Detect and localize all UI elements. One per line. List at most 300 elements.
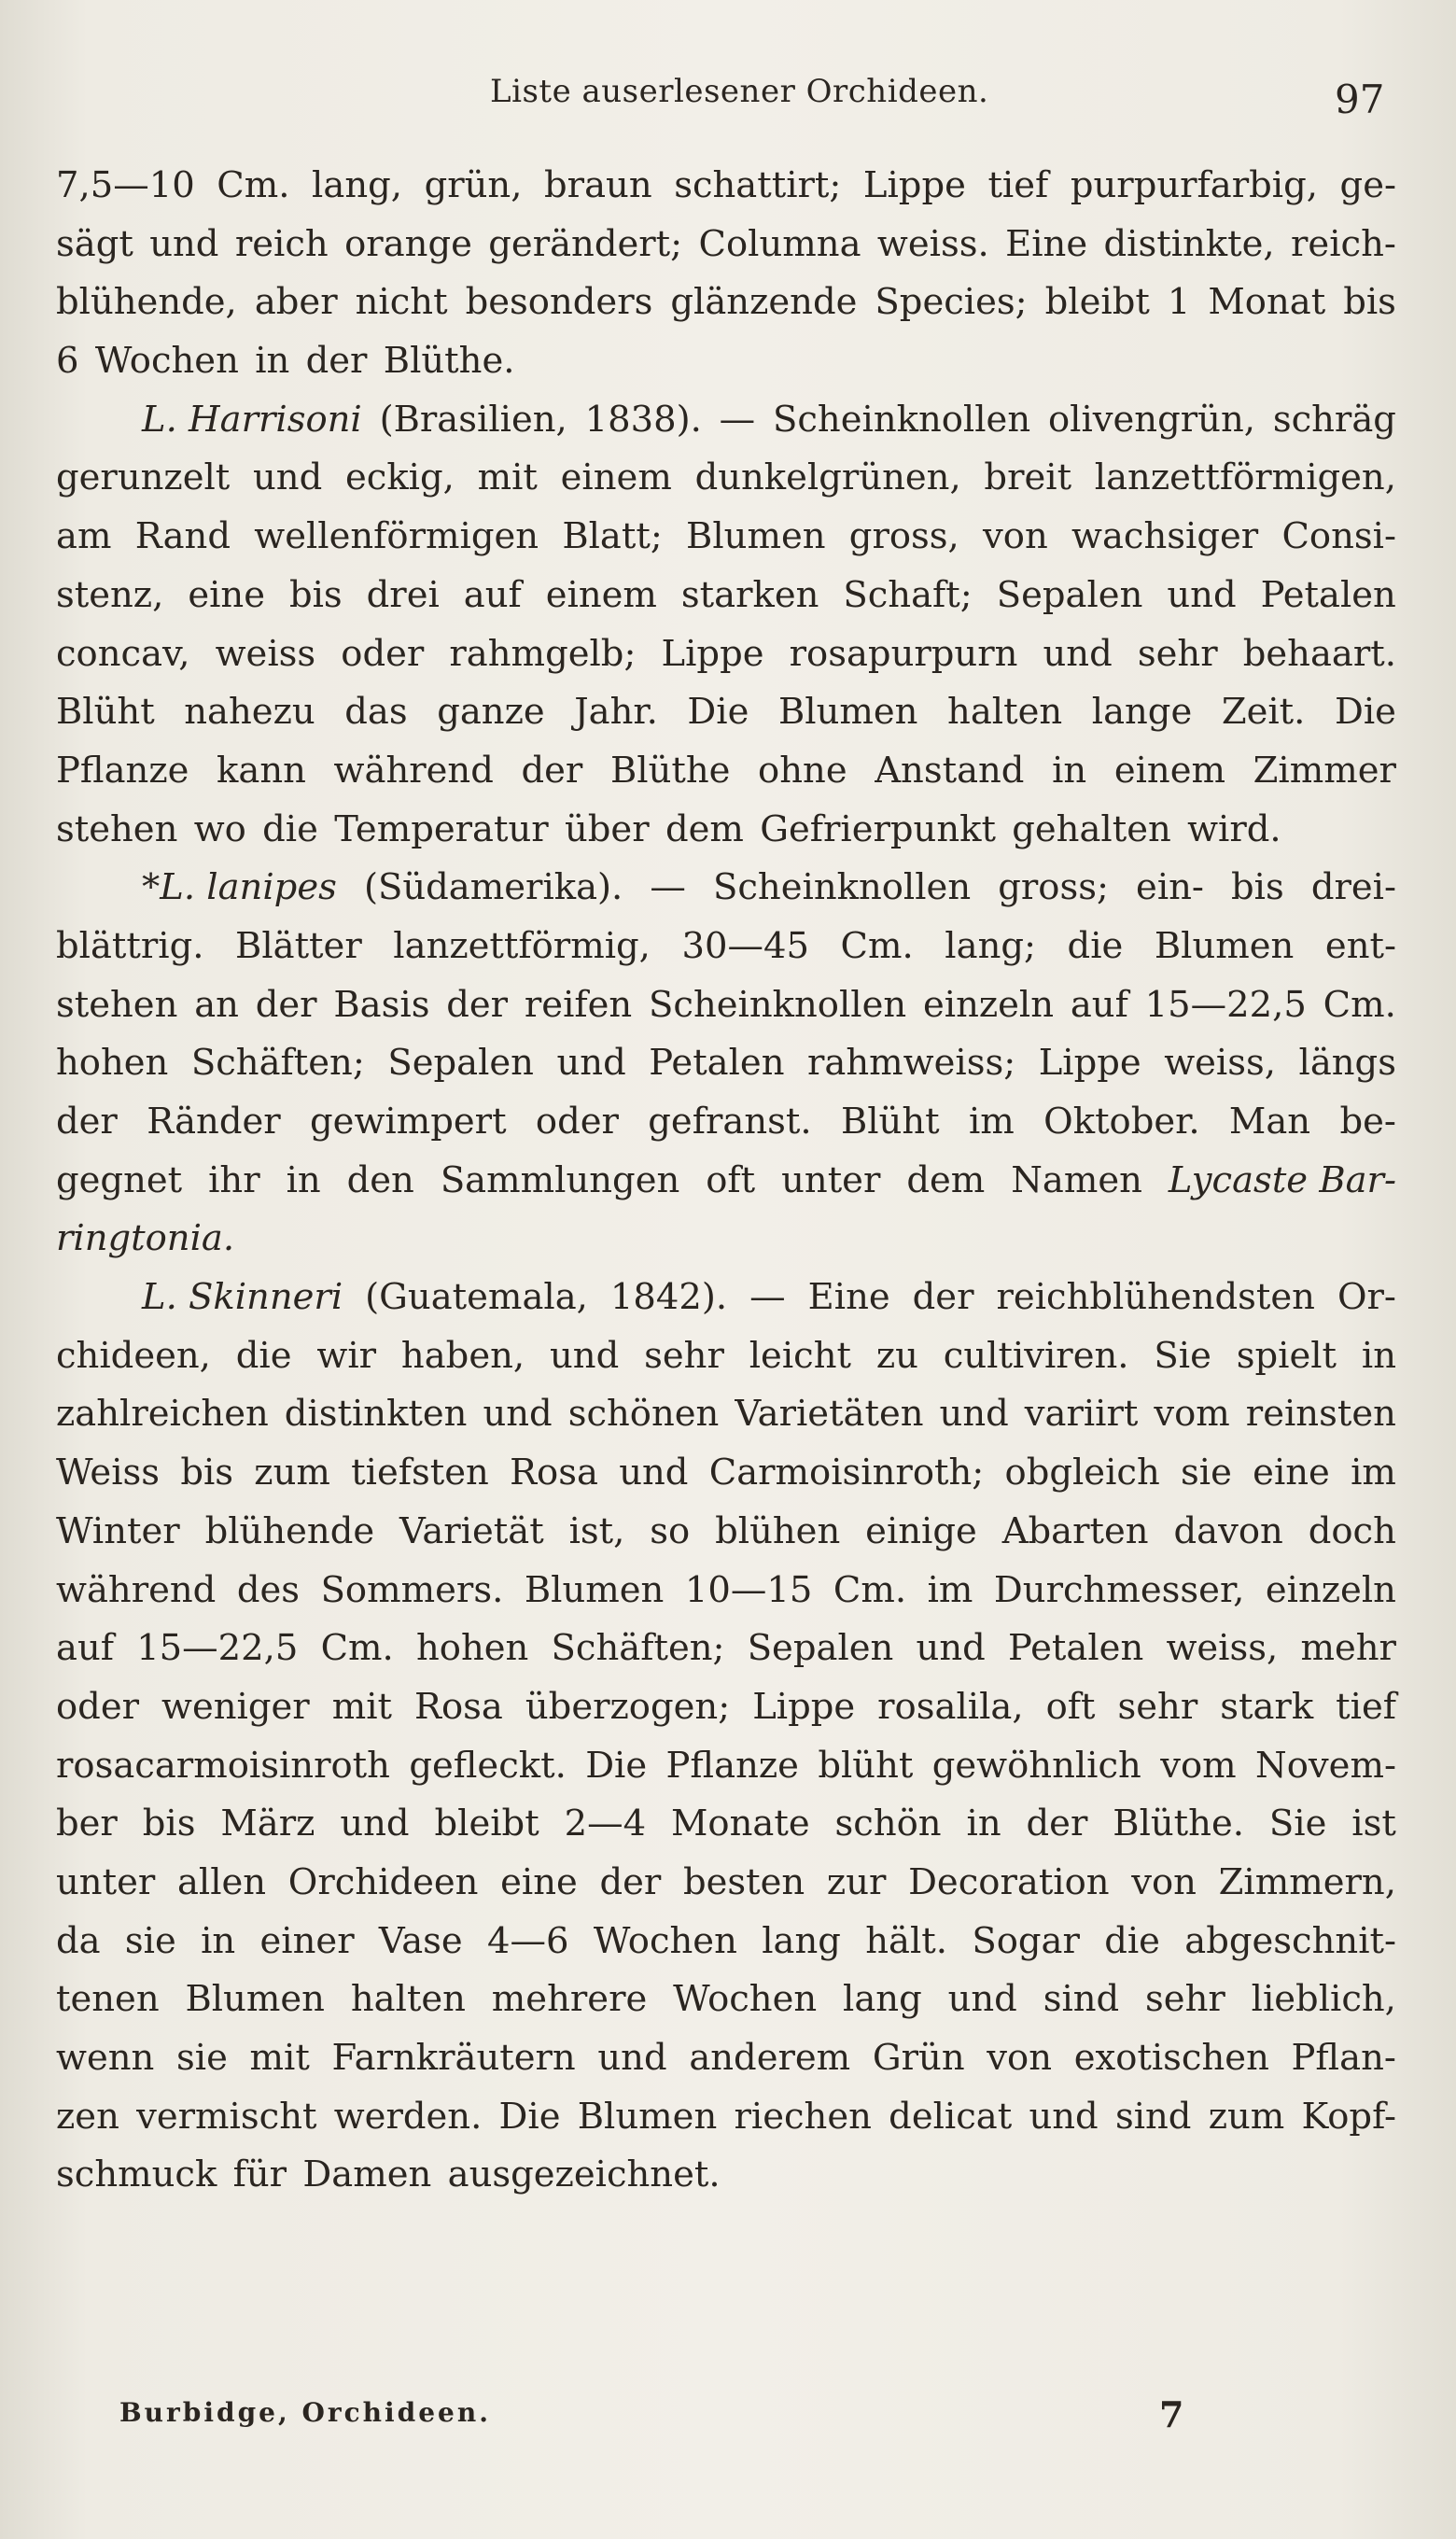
word: lanzettförmig, — [393, 924, 651, 967]
word: bleibt — [1044, 281, 1150, 324]
word: chideen, — [56, 1334, 211, 1377]
text-line — [56, 1854, 1396, 1913]
word: besonders — [465, 281, 653, 324]
word: Wochen — [673, 1978, 818, 2021]
word: der — [1026, 1803, 1088, 1845]
word: sind — [1114, 2095, 1192, 2138]
word: der — [912, 1276, 974, 1319]
word: vom — [1160, 1744, 1237, 1787]
word: weiss, — [1164, 1042, 1276, 1085]
word: Blatt; — [562, 515, 663, 558]
word: im — [1351, 1452, 1396, 1494]
text-line — [56, 1444, 1396, 1503]
word: Lippe — [1038, 1042, 1141, 1085]
word: und — [597, 2037, 667, 2079]
word: Ränder — [147, 1101, 281, 1143]
word: Monat — [1208, 281, 1326, 324]
word: Winter — [56, 1509, 180, 1552]
word: so — [650, 1509, 691, 1552]
word: 7,5—10 — [56, 164, 195, 206]
word: stehen — [56, 807, 178, 850]
word: Carmoisinroth; — [708, 1452, 985, 1494]
word: Blüthe — [609, 749, 731, 792]
word: oder — [341, 632, 425, 675]
word: Blüthe. — [1113, 1803, 1244, 1845]
word: sind — [1043, 1978, 1120, 2021]
word: cultiviren. — [943, 1334, 1129, 1377]
word: riechen — [734, 2095, 872, 2138]
word: an — [194, 983, 239, 1026]
word: wo — [193, 807, 246, 850]
word: Sie — [1154, 1334, 1211, 1377]
word: Gefrierpunkt — [760, 807, 996, 850]
word: 30—45 — [681, 924, 809, 967]
word: drei — [366, 573, 440, 616]
word: Schäften; — [551, 1627, 725, 1670]
word: in — [1361, 1334, 1396, 1377]
word: während — [333, 749, 494, 792]
word: der — [521, 749, 583, 792]
word: eckig, — [345, 456, 455, 499]
word: Die — [1334, 691, 1396, 734]
word: der — [255, 983, 317, 1026]
word: gross; — [998, 866, 1109, 909]
word: mit — [249, 2037, 310, 2079]
text-line — [56, 1327, 1396, 1386]
word: abgeschnit- — [1184, 1919, 1396, 1962]
word: Oktober. — [1043, 1101, 1200, 1143]
word: Blumen — [524, 1568, 665, 1611]
word: Blüthe. — [383, 340, 515, 383]
text-line — [56, 1152, 1396, 1211]
text-line — [56, 1737, 1396, 1796]
word: Decoration — [908, 1860, 1110, 1903]
word: reinsten — [1245, 1393, 1396, 1436]
word: Durchmesser, — [993, 1568, 1245, 1611]
word: Blumen — [185, 1978, 325, 2021]
word: ausgezeichnet. — [447, 2153, 721, 2196]
printer-signature: Burbidge, Orchideen. — [119, 2397, 491, 2428]
word: einem — [560, 456, 672, 499]
word: und — [556, 1042, 626, 1085]
word: Consi- — [1281, 515, 1396, 558]
word: distinkten — [284, 1393, 468, 1436]
word: stark — [1220, 1685, 1314, 1728]
word: gewöhnlich — [931, 1744, 1141, 1787]
text-line — [56, 1562, 1396, 1620]
word: lang; — [945, 924, 1036, 967]
word: (Guatemala, — [365, 1276, 588, 1319]
word: Cm. — [1323, 983, 1396, 1026]
word: mehr — [1300, 1627, 1396, 1670]
word: zahlreichen — [56, 1393, 269, 1436]
word: tenen — [56, 1978, 160, 2021]
text-line — [56, 449, 1396, 508]
word: Columna — [698, 222, 861, 265]
word: spielt — [1236, 1334, 1337, 1377]
word: bis — [1231, 866, 1284, 909]
text-line — [56, 1093, 1396, 1152]
word: einige — [865, 1509, 977, 1552]
word: Monate — [671, 1803, 810, 1845]
text-line — [56, 157, 1396, 216]
word: weiss — [215, 632, 316, 675]
word: Sepalen — [996, 573, 1143, 616]
word: und — [483, 1393, 553, 1436]
word: mehrere — [491, 1978, 648, 2021]
word: *L. lanipes — [142, 866, 337, 909]
word: gross, — [848, 515, 959, 558]
text-line — [56, 1971, 1396, 2029]
word: Eine — [807, 1276, 890, 1319]
word: rahmweiss; — [807, 1042, 1016, 1085]
word: da — [56, 1919, 101, 1962]
word: weniger — [161, 1685, 310, 1728]
word: ringtonia. — [56, 1217, 235, 1260]
word: von — [983, 515, 1048, 558]
word: Blumen — [577, 2095, 718, 2138]
word: und — [619, 1452, 689, 1494]
word: gerunzelt — [56, 456, 231, 499]
word: leicht — [749, 1334, 851, 1377]
word: Or- — [1337, 1276, 1396, 1319]
word: be- — [1339, 1101, 1396, 1143]
word: rosacarmoisinroth — [56, 1744, 390, 1787]
word: Sommers. — [320, 1568, 504, 1611]
word: blühende, — [56, 281, 237, 324]
word: glänzende — [670, 281, 858, 324]
word: der — [446, 983, 509, 1026]
word: 1 — [1167, 281, 1191, 324]
word: Schaft; — [843, 573, 973, 616]
word: einem — [545, 573, 657, 616]
word: L. Skinneri — [142, 1276, 343, 1319]
word: Blumen — [777, 691, 918, 734]
word: olivengrün, — [1047, 398, 1255, 441]
word: bis — [1343, 281, 1396, 324]
word: unter — [781, 1158, 881, 1201]
word: Temperatur — [334, 807, 549, 850]
word: sie — [176, 2037, 228, 2079]
word: halten — [350, 1978, 466, 2021]
word: reifen — [524, 983, 633, 1026]
word: die — [262, 807, 318, 850]
word: wenn — [56, 2037, 155, 2079]
text-line — [56, 2146, 1396, 2205]
word: oft — [1045, 1685, 1096, 1728]
word: zum — [254, 1452, 330, 1494]
word: Blüht — [56, 691, 155, 734]
word: Man — [1228, 1101, 1311, 1143]
word: ohne — [758, 749, 847, 792]
word: aber — [254, 281, 338, 324]
word: Pflanze — [56, 749, 189, 792]
word: bis — [180, 1452, 234, 1494]
word: mit — [477, 456, 538, 499]
text-line — [56, 625, 1396, 684]
word: Novem- — [1255, 1744, 1396, 1787]
word: bis — [288, 573, 343, 616]
word: Anstand — [875, 749, 1025, 792]
word: Pflan- — [1291, 2037, 1396, 2079]
word: Farnkräutern — [331, 2037, 576, 2079]
word: gefranst. — [648, 1101, 812, 1143]
word: oder — [535, 1101, 619, 1143]
word: Blüht — [840, 1101, 940, 1143]
word: unter — [56, 1860, 156, 1903]
word: Namen — [1011, 1158, 1142, 1201]
word: Scheinknollen — [712, 866, 972, 909]
word: wellenförmigen — [254, 515, 539, 558]
word: Basis — [333, 983, 430, 1026]
word: ganze — [437, 691, 545, 734]
text-line — [56, 1269, 1396, 1327]
word: rosalila, — [877, 1685, 1024, 1728]
word: längs — [1298, 1042, 1396, 1085]
word: orange — [344, 222, 472, 265]
word: gewimpert — [310, 1101, 507, 1143]
word: und — [1167, 573, 1237, 616]
text-line — [56, 2088, 1396, 2147]
word: schön — [834, 1803, 942, 1845]
word: und — [340, 1803, 410, 1845]
word: werden. — [333, 2095, 483, 2138]
word: Orchideen — [287, 1860, 479, 1903]
word: einzeln — [922, 983, 1055, 1026]
word: Zimmer — [1253, 749, 1396, 792]
word: Cm. — [833, 1568, 907, 1611]
word: und — [253, 456, 323, 499]
word: kann — [217, 749, 306, 792]
word: in — [201, 1919, 236, 1962]
word: tief — [1336, 1685, 1396, 1728]
word: am — [56, 515, 112, 558]
word: lang — [762, 1919, 841, 1962]
text-line — [56, 742, 1396, 801]
word: ber — [56, 1803, 118, 1845]
word: sehr — [644, 1334, 724, 1377]
word: Rand — [134, 515, 231, 558]
word: Varietät — [399, 1509, 544, 1552]
word: Lycaste Bar- — [1168, 1158, 1396, 1201]
text-line — [56, 918, 1396, 976]
word: 1838). — [584, 398, 702, 441]
word: Rosa — [414, 1685, 503, 1728]
word: wir — [316, 1334, 377, 1377]
word: hält. — [865, 1919, 948, 1962]
word: Die — [498, 2095, 561, 2138]
word: delicat — [889, 2095, 1013, 2138]
word: Varietäten — [735, 1393, 924, 1436]
word: eine — [1253, 1452, 1330, 1494]
word: blättrig. — [56, 924, 204, 967]
word: Species; — [875, 281, 1028, 324]
text-line — [56, 2029, 1396, 2088]
word: auf — [463, 573, 522, 616]
word: Sie — [1268, 1803, 1327, 1845]
word: (Südamerika). — [363, 866, 623, 909]
word: blühende — [204, 1509, 375, 1552]
word: haben, — [400, 1334, 525, 1377]
text-line — [56, 1678, 1396, 1737]
word: in — [286, 1158, 321, 1201]
word: sehr — [1145, 1978, 1225, 2021]
word: der — [305, 340, 368, 383]
word: allen — [176, 1860, 267, 1903]
word: dem — [665, 807, 744, 850]
word: rahmgelb; — [449, 632, 637, 675]
word: — — [749, 1276, 786, 1319]
word: der — [56, 1101, 118, 1143]
word: distinkte, — [1103, 222, 1275, 265]
word: purpurfarbig, — [1070, 164, 1318, 206]
word: gerändert; — [488, 222, 683, 265]
word: hohen — [415, 1627, 529, 1670]
text-line — [56, 683, 1396, 742]
word: lieblich, — [1251, 1978, 1396, 2021]
word: in — [1052, 749, 1087, 792]
body-text — [56, 157, 1396, 2205]
word: lang — [843, 1978, 922, 2021]
word: weiss, — [1166, 1627, 1279, 1670]
word: gehalten — [1012, 807, 1171, 850]
word: Pflanze — [665, 1744, 799, 1787]
text-line — [56, 567, 1396, 625]
word: von — [1131, 1860, 1197, 1903]
word: tief — [987, 164, 1049, 206]
word: oder — [56, 1685, 140, 1728]
word: dunkelgrünen, — [694, 456, 961, 499]
word: Petalen — [1007, 1627, 1144, 1670]
text-line — [56, 1795, 1396, 1854]
word: hohen — [56, 1042, 169, 1085]
word: in — [966, 1803, 1001, 1845]
word: Blätter — [235, 924, 362, 967]
word: Die — [687, 691, 749, 734]
word: Lippe — [752, 1685, 856, 1728]
word: blüht — [818, 1744, 914, 1787]
word: braun — [544, 164, 652, 206]
word: behaart. — [1242, 632, 1396, 675]
word: und — [1029, 2095, 1099, 2138]
text-line — [56, 1034, 1396, 1093]
word: Sepalen — [387, 1042, 534, 1085]
word: bis — [142, 1803, 196, 1845]
running-head-title: Liste auserlesener Orchideen. — [490, 73, 989, 110]
word: nahezu — [184, 691, 315, 734]
word: von — [987, 2037, 1053, 2079]
text-line — [56, 332, 1396, 391]
word: Damen — [302, 2153, 432, 2196]
word: Blumen — [686, 515, 826, 558]
word: Weiss — [56, 1452, 161, 1494]
word: Cm. — [320, 1627, 394, 1670]
word: während — [56, 1568, 217, 1611]
word: wachsiger — [1071, 515, 1259, 558]
text-line — [56, 976, 1396, 1035]
word: eine — [500, 1860, 578, 1903]
word: 10—15 — [684, 1568, 813, 1611]
word: sie — [1181, 1452, 1232, 1494]
word: sägt — [56, 222, 133, 265]
word: in — [255, 340, 290, 383]
word: und — [947, 1978, 1017, 2021]
word: 4—6 — [487, 1919, 569, 1962]
word: lange — [1091, 691, 1193, 734]
word: den — [346, 1158, 414, 1201]
word: Kopf- — [1301, 2095, 1396, 2138]
word: wird. — [1187, 807, 1281, 850]
text-line — [56, 1210, 1396, 1269]
word: Scheinknollen — [773, 398, 1031, 441]
word: zur — [826, 1860, 887, 1903]
word: Eine — [1005, 222, 1088, 265]
word: sehr — [1137, 632, 1218, 675]
word: einer — [259, 1919, 355, 1962]
text-line — [56, 859, 1396, 918]
word: gefleckt. — [409, 1744, 567, 1787]
text-line — [56, 801, 1396, 860]
word: zu — [875, 1334, 918, 1377]
word: Lippe — [862, 164, 966, 206]
word: ist, — [568, 1509, 625, 1552]
word: halten — [947, 691, 1063, 734]
word: oft — [706, 1158, 756, 1201]
word: blühen — [715, 1509, 841, 1552]
word: — — [650, 866, 686, 909]
word: besten — [682, 1860, 805, 1903]
page-footer — [0, 2393, 1456, 2453]
word: dem — [906, 1158, 986, 1201]
word: über — [564, 807, 650, 850]
word: concav, — [56, 632, 190, 675]
word: Wochen — [94, 340, 239, 383]
word: schönen — [567, 1393, 720, 1436]
word: grün, — [424, 164, 523, 206]
word: doch — [1308, 1509, 1396, 1552]
word: weiss. — [876, 222, 989, 265]
word: eine — [188, 573, 265, 616]
text-line — [56, 1620, 1396, 1678]
word: ent- — [1324, 924, 1396, 967]
word: sie — [124, 1919, 176, 1962]
text-line — [56, 1385, 1396, 1444]
word: ihr — [208, 1158, 260, 1201]
word: Rosa — [510, 1452, 598, 1494]
word: des — [236, 1568, 301, 1611]
word: die — [1067, 924, 1124, 967]
word: auf — [56, 1627, 114, 1670]
word: stehen — [56, 983, 178, 1026]
word: starken — [680, 573, 819, 616]
word: ge- — [1339, 164, 1396, 206]
word: zum — [1208, 2095, 1285, 2138]
word: im — [927, 1568, 973, 1611]
word: Sammlungen — [440, 1158, 680, 1201]
word: Abarten — [1001, 1509, 1149, 1552]
word: und — [550, 1334, 620, 1377]
word: variirt — [1024, 1393, 1139, 1436]
word: lanzettförmigen, — [1094, 456, 1396, 499]
word: vermischt — [136, 2095, 317, 2138]
signature-mark: 7 — [1159, 2393, 1184, 2435]
word: Petalen — [649, 1042, 785, 1085]
word: und — [149, 222, 219, 265]
word: Scheinknollen — [649, 983, 907, 1026]
word: einem — [1113, 749, 1226, 792]
word: 2—4 — [564, 1803, 647, 1845]
word: — — [719, 398, 756, 441]
